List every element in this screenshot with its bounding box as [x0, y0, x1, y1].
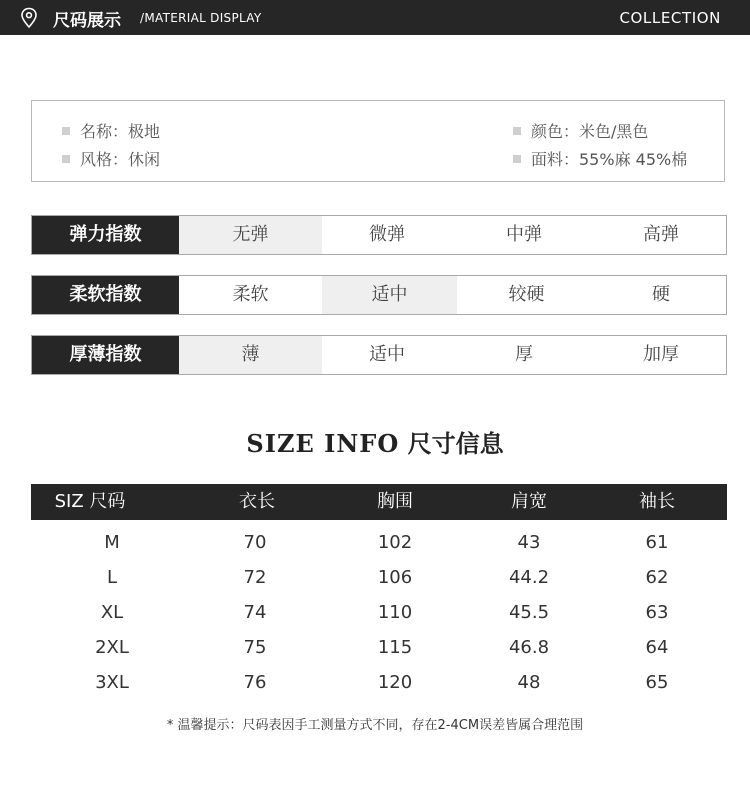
bullet-square-icon	[62, 155, 70, 163]
scale-option: 硬	[652, 284, 670, 305]
scale-option: 中弹	[506, 224, 542, 245]
table-cell: 75	[243, 637, 267, 658]
info-name	[62, 119, 160, 142]
location-pin-icon	[19, 7, 39, 29]
column-header-sleeve: 袖长	[639, 491, 675, 512]
table-cell: 44.2	[508, 567, 550, 588]
thickness-scale	[31, 335, 727, 375]
product-info-box	[31, 100, 725, 182]
scale-option: 适中	[322, 276, 457, 314]
table-cell: XL	[100, 602, 124, 623]
table-cell: 46.8	[508, 637, 550, 658]
table-cell: 110	[377, 602, 413, 623]
table-cell: 64	[645, 637, 669, 658]
table-cell: 61	[645, 532, 669, 553]
scale-label: 柔软指数	[32, 276, 179, 314]
table-cell: 70	[243, 532, 267, 553]
table-cell: 120	[377, 672, 413, 693]
table-cell: 65	[645, 672, 669, 693]
scale-option: 柔软	[232, 284, 269, 305]
column-header-chest: 胸围	[377, 491, 413, 512]
table-cell: 106	[377, 567, 413, 588]
table-cell: L	[106, 567, 118, 588]
bullet-square-icon	[513, 127, 521, 135]
size-note: * 温馨提示：尺码表因手工测量方式不同，存在2-4CM误差皆属合理范围	[166, 718, 584, 733]
table-cell: 115	[377, 637, 413, 658]
table-cell: 45.5	[508, 602, 550, 623]
table-cell: 72	[243, 567, 267, 588]
table-cell: 74	[243, 602, 267, 623]
scale-option: 高弹	[643, 224, 679, 245]
info-name-text: 名称：极地	[80, 122, 161, 141]
header-title: 尺码展示	[53, 11, 121, 31]
scale-label: 弹力指数	[32, 216, 179, 254]
scale-option: 加厚	[643, 344, 679, 365]
size-info-heading-cn: 尺寸信息	[407, 430, 504, 458]
info-style	[62, 147, 160, 170]
elasticity-scale	[31, 215, 727, 255]
table-cell: 76	[243, 672, 267, 693]
table-cell: M	[104, 532, 120, 553]
scale-option: 无弹	[179, 216, 322, 254]
bullet-square-icon	[513, 155, 521, 163]
info-color-text: 颜色：米色/黑色	[531, 122, 649, 141]
column-header-size: SIZ 尺码	[54, 491, 126, 512]
column-header-shoulder: 肩宽	[511, 491, 547, 512]
size-table-header	[31, 484, 727, 520]
table-cell: 3XL	[95, 672, 129, 693]
scale-option: 薄	[179, 336, 322, 374]
info-fabric-text: 面料：55%麻 45%棉	[531, 150, 688, 169]
info-color	[513, 119, 648, 142]
bullet-square-icon	[62, 127, 70, 135]
table-cell: 48	[517, 672, 541, 693]
header-subtitle: /MATERIAL DISPLAY	[140, 11, 262, 25]
table-cell: 102	[377, 532, 413, 553]
scale-option: 适中	[369, 344, 405, 365]
table-cell: 62	[645, 567, 669, 588]
column-header-length: 衣长	[239, 491, 275, 512]
scale-option: 较硬	[508, 284, 545, 305]
info-fabric	[513, 147, 687, 170]
header-bar	[0, 0, 750, 35]
scale-label: 厚薄指数	[32, 336, 179, 374]
table-cell: 63	[645, 602, 669, 623]
collection-label: COLLECTION	[619, 9, 721, 27]
info-style-text: 风格：休闲	[80, 150, 161, 169]
scale-option: 微弹	[369, 224, 405, 245]
table-cell: 43	[517, 532, 541, 553]
size-info-heading-en: SIZE INFO	[246, 429, 400, 458]
scale-option: 厚	[515, 344, 533, 365]
size-info-heading	[0, 424, 750, 459]
softness-scale	[31, 275, 727, 315]
table-cell: 2XL	[95, 637, 129, 658]
